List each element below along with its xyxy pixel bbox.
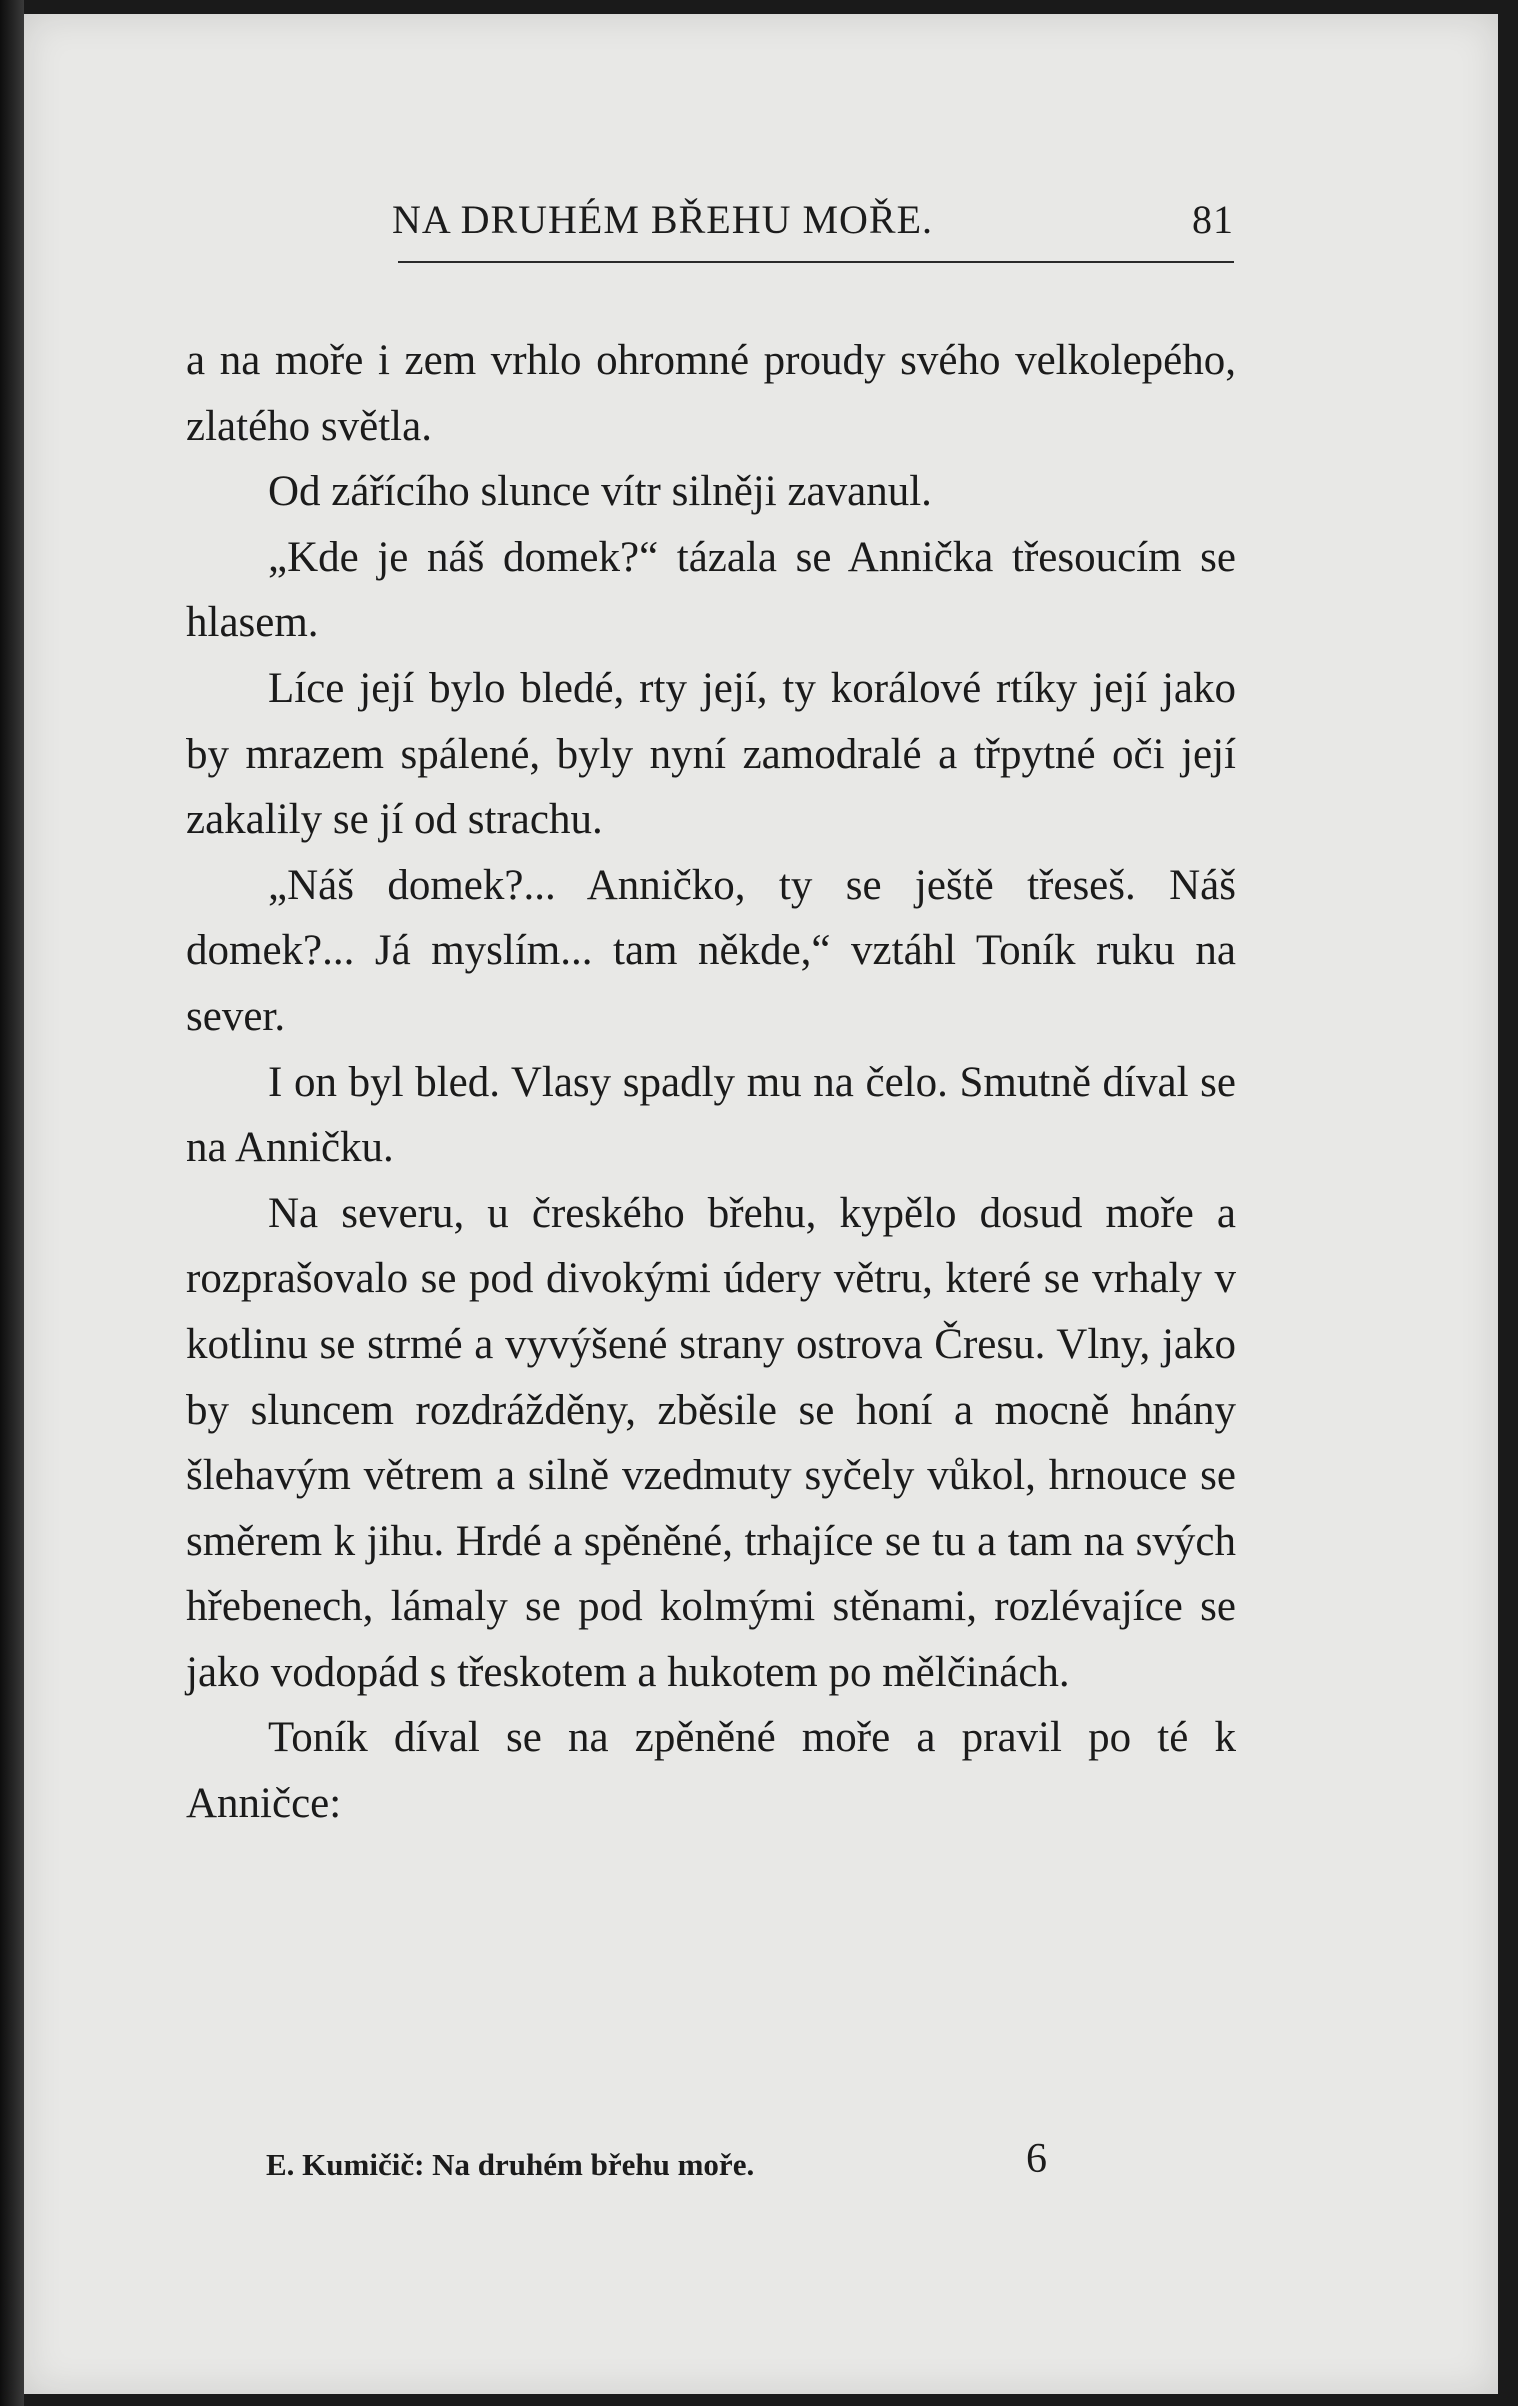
book-spine-shadow xyxy=(0,0,24,2406)
paragraph: a na moře i zem vrhlo ohromné proudy svého velkolepého, zlatého světla. xyxy=(186,337,1236,450)
paragraph: „Kde je náš domek?“ tázala se Annička třesoucím se hlasem. xyxy=(186,533,1236,647)
page-number: 81 xyxy=(1192,197,1234,242)
paragraph: Toník díval se na zpěněné moře a pravil po té k Anničce: xyxy=(186,1714,1236,1828)
sheet-number: 6 xyxy=(1026,2136,1047,2182)
running-header xyxy=(392,196,1234,252)
running-title: NA DRUHÉM BŘEHU MOŘE. xyxy=(392,197,934,242)
signature-mark: E. Kumičič: Na druhém břehu moře. xyxy=(266,2147,755,2182)
body-text xyxy=(186,328,1236,1837)
paragraph: I on byl bled. Vlasy spadly mu na čelo. Smutně díval se na Anničku. xyxy=(186,1058,1236,1172)
paragraph: Líce její bylo bledé, rty její, ty korálové rtíky její jako by mrazem spálené, byly nyní zamodralé a třpytné oči její zakalily se jí od strachu. xyxy=(186,664,1236,844)
page-footer xyxy=(266,2135,1226,2191)
paragraph: Na severu, u čreského břehu, kypělo dosud moře a rozprašovalo se pod divokými údery větru, které se vrhaly v kotlinu se strmé a vyvýšené strany ostrova Čresu. Vlny, jako by sluncem rozdrážděny, zběsile se honí a mocně hnány šlehavým větrem a silně vzedmuty syčely vůkol, hrnouce se směrem k jihu. Hrdé a spěněné, trhajíce se tu a tam na svých hřebenech, lámaly se pod kolmými stěnami, rozlévajíce se jako vodopád s třeskotem a hukotem po mělčinách. xyxy=(186,1189,1236,1696)
header-rule xyxy=(398,261,1234,263)
paragraph: Od zářícího slunce vítr silněji zavanul. xyxy=(268,468,932,516)
paragraph: „Náš domek?... Anničko, ty se ještě třeseš. Náš domek?... Já myslím... tam někde,“ vztáhl Toník ruku na sever. xyxy=(186,861,1236,1040)
